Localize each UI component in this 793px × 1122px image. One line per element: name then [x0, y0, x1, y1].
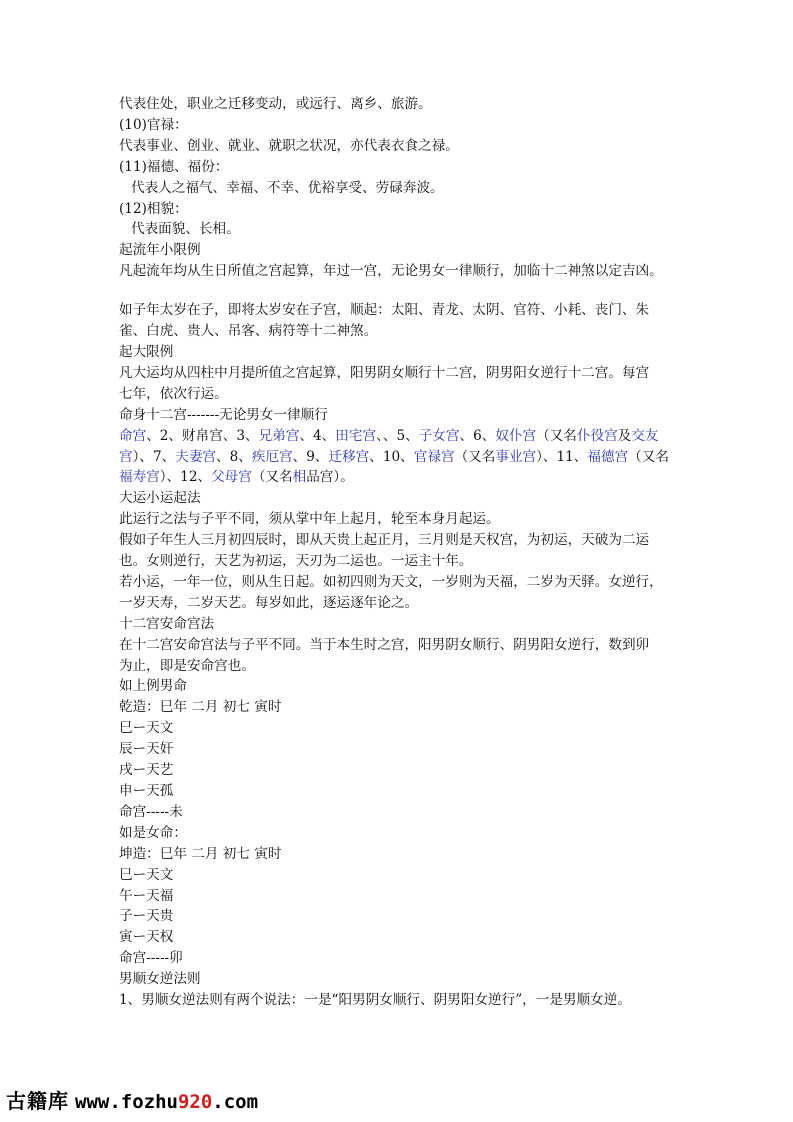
text-line: 坤造：巳年 二月 初七 寅时	[119, 845, 282, 862]
text-line: 代表面貌、长相。	[131, 221, 240, 238]
site-watermark	[6, 1086, 258, 1116]
section-heading: 大运小运起法	[119, 490, 201, 507]
section-heading: (10)官禄：	[119, 116, 188, 133]
palace-separator: （又名	[454, 448, 496, 465]
palace-link[interactable]: 宫	[119, 448, 133, 465]
text-line: 午ー天福	[119, 887, 174, 904]
palace-list-line	[119, 426, 704, 447]
text-line: 假如子年生人三月初四辰时，即从天贵上起正月，三月则是天权宫，为初运，天破为二运	[119, 532, 650, 549]
text-line: 也。女则逆行，天艺为初运，天刃为二运也。一运主十年。	[119, 553, 473, 570]
section-heading: 起流年小限例	[119, 242, 201, 259]
section-heading: 如上例男命	[119, 678, 187, 695]
text-line: 戌ー天艺	[119, 762, 174, 779]
palace-link[interactable]: 交友	[631, 427, 659, 444]
palace-separator: 、8、	[216, 448, 252, 465]
section-heading: (12)相貌：	[119, 200, 188, 217]
text-line: 巳ー天文	[119, 720, 174, 737]
palace-list-line	[119, 447, 704, 468]
palace-link[interactable]: 兄弟宫	[258, 427, 300, 444]
palace-separator: 、6、	[459, 427, 496, 444]
palace-link[interactable]: 夫妻宫	[175, 448, 217, 465]
text-line: 1、男顺女逆法则有两个说法：一是“阳男阴女顺行、阴男阳女逆行”，一是男顺女逆。	[119, 992, 631, 1009]
spacer	[119, 282, 704, 300]
palace-link[interactable]: 相	[292, 469, 307, 486]
palace-link[interactable]: 命宫	[119, 427, 147, 444]
palace-separator: ）、12、	[159, 469, 212, 486]
palace-link[interactable]: 父母宫	[211, 469, 252, 486]
text-line: 七年，依次行运。	[119, 385, 228, 402]
palace-separator: （又名	[536, 427, 577, 444]
text-line: 辰ー天奸	[119, 741, 174, 758]
text-line: 命宫-----卯	[119, 950, 183, 967]
palace-separator: ）。	[333, 469, 354, 486]
palace-separator: 品宫	[306, 469, 334, 486]
url-number: 920	[177, 1091, 213, 1113]
text-line: 若小运，一年一位，则从生日起。如初四则为天文，一岁则为天福，二岁为天驿。女逆行，	[119, 573, 663, 590]
palace-separator: 、4、	[299, 427, 336, 444]
text-line: 为止，即是安命宫也。	[119, 657, 255, 674]
palace-link[interactable]: 田宅宫	[335, 427, 377, 444]
palace-separator: （又名	[251, 469, 293, 486]
text-line: 代表人之福气、幸福、不幸、优裕享受、劳碌奔波。	[131, 179, 444, 196]
section-heading: 起大限例	[119, 343, 174, 360]
palace-link[interactable]: 子女宫	[418, 427, 460, 444]
text-line: 寅ー天权	[119, 929, 174, 946]
section-heading: 十二宫安命宫法	[119, 615, 215, 632]
palace-separator: 、10、	[369, 448, 414, 465]
text-line: 凡起流年均从生日所值之宫起算，年过一宫，无论男女一律顺行，加临十二神煞以定吉凶。	[119, 263, 663, 280]
palace-link[interactable]: 福德宫	[587, 448, 629, 465]
text-line: 一岁天寿，二岁天艺。每岁如此，逐运逐年论之。	[119, 594, 419, 611]
site-logo: 古籍库	[6, 1089, 69, 1113]
text-line: 雀、白虎、贵人、吊客、病符等十二神煞。	[119, 323, 378, 340]
palace-link[interactable]: 事业宫	[495, 448, 537, 465]
palace-link[interactable]: 仆役宫	[576, 427, 618, 444]
palace-list-line	[119, 467, 704, 488]
url-suffix: .com	[212, 1091, 259, 1113]
site-url[interactable]	[75, 1091, 258, 1113]
palace-separator: 及	[617, 427, 632, 444]
text-line: 此运行之法与子平不同，须从掌中年上起月，轮至本身月起运。	[119, 511, 500, 528]
text-line: 子ー天贵	[119, 908, 174, 925]
palace-link[interactable]: 奴仆宫	[495, 427, 537, 444]
text-line: 乾造：巳年 二月 初七 寅时	[119, 699, 282, 716]
palace-link[interactable]: 迁移宫	[328, 448, 370, 465]
document-body	[119, 94, 704, 1011]
text-line: 代表住处，职业之迁移变动，或远行、离乡、旅游。	[119, 96, 432, 112]
palace-separator: ）、11、	[536, 448, 588, 465]
palace-separator: 、、5、	[376, 427, 419, 444]
palace-separator: （又名	[628, 448, 669, 465]
palace-link[interactable]: 疾厄宫	[251, 448, 293, 465]
text-line: 巳ー天文	[119, 866, 174, 883]
text-line: 命宫-----未	[119, 803, 183, 820]
section-heading: 命身十二宫-------无论男女一律顺行	[119, 406, 328, 423]
palace-separator: ）、7、	[132, 448, 176, 465]
palace-separator: 、2、财帛宫、3、	[146, 427, 259, 444]
url-prefix: www.fozhu	[75, 1091, 178, 1113]
text-line: 凡大运均从四柱中月提所值之宫起算，阳男阴女顺行十二宫，阴男阳女逆行十二宫。每宫	[119, 364, 650, 381]
palace-link[interactable]: 福寿宫	[119, 469, 160, 486]
text-line: 代表事业、创业、就业、就职之状况，亦代表衣食之禄。	[119, 137, 459, 154]
text-line: 在十二宫安命宫法与子平不同。当于本生时之宫，阳男阴女顺行、阴男阳女逆行，数到卯	[119, 636, 650, 653]
text-line: 申ー天孤	[119, 783, 174, 799]
text-line: 如是女命：	[119, 824, 187, 841]
text-line: 如子年太岁在子，即将太岁安在子宫，顺起：太阳、青龙、太阴、官符、小耗、丧门、朱	[119, 302, 650, 319]
section-heading: (11)福德、福份：	[119, 158, 229, 175]
section-heading: 男顺女逆法则	[119, 971, 201, 988]
palace-link[interactable]: 官禄宫	[413, 448, 455, 465]
palace-separator: 、9、	[292, 448, 329, 465]
